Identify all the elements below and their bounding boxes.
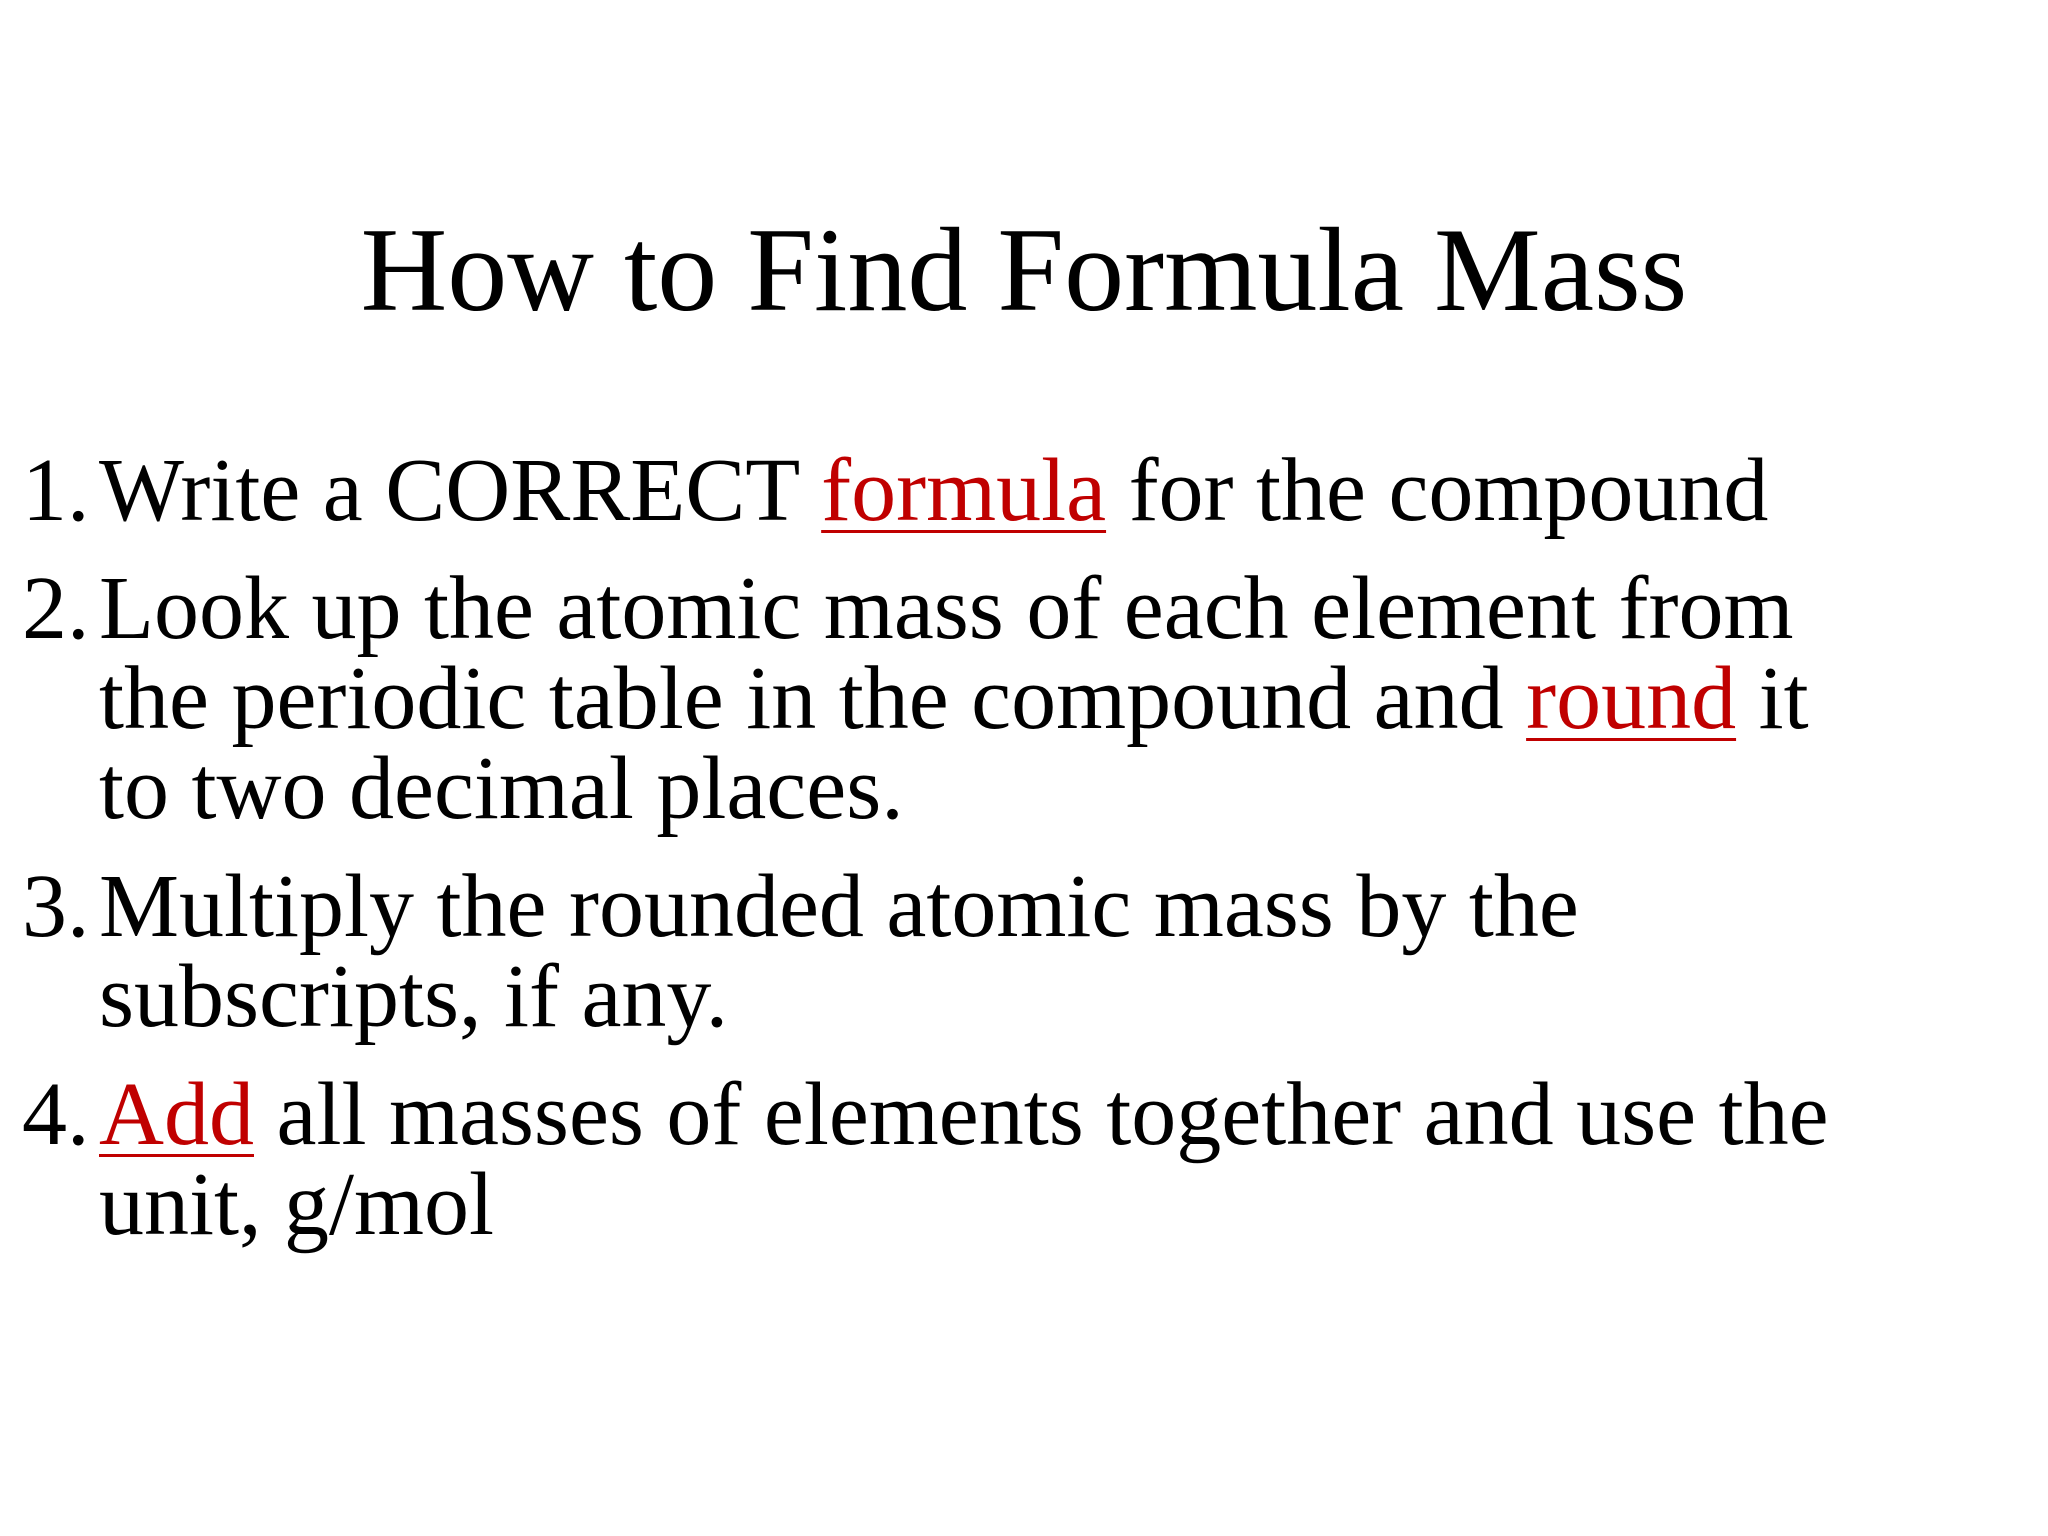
- step-item: [22, 441, 2022, 540]
- step-line: [99, 947, 2022, 1046]
- step-text: all masses of elements together and use the: [254, 1065, 1829, 1164]
- step-number: 4.: [22, 1065, 90, 1164]
- step-line: [99, 739, 2022, 838]
- step-text: it: [1736, 649, 1809, 748]
- step-text: Look up the atomic mass of each element from: [99, 559, 1794, 658]
- step-line: [99, 857, 2022, 956]
- step-line: [99, 559, 2022, 658]
- step-number: 1.: [22, 441, 90, 540]
- slide-title: How to Find Formula Mass: [360, 203, 1688, 336]
- step-text: Multiply the rounded atomic mass by the: [99, 857, 1579, 956]
- steps-list: [22, 441, 2022, 1278]
- keyword-add: Add: [99, 1065, 254, 1164]
- step-number: 3.: [22, 857, 90, 956]
- step-line: [99, 1155, 2022, 1254]
- step-text: subscripts, if any.: [99, 947, 729, 1046]
- keyword-round: round: [1526, 649, 1737, 748]
- keyword-formula: formula: [821, 441, 1107, 540]
- step-text: the periodic table in the compound and: [99, 649, 1527, 748]
- step-number: 2.: [22, 559, 90, 658]
- step-text: Write a CORRECT: [99, 441, 822, 540]
- step-text: for the compound: [1106, 441, 1769, 540]
- step-line: [99, 441, 2022, 540]
- step-text: to two decimal places.: [99, 739, 904, 838]
- step-item: [22, 857, 2022, 1046]
- step-line: [99, 649, 2022, 748]
- step-line: [99, 1065, 2022, 1164]
- step-item: [22, 1065, 2022, 1254]
- step-item: [22, 559, 2022, 838]
- step-text: unit, g/mol: [99, 1155, 495, 1254]
